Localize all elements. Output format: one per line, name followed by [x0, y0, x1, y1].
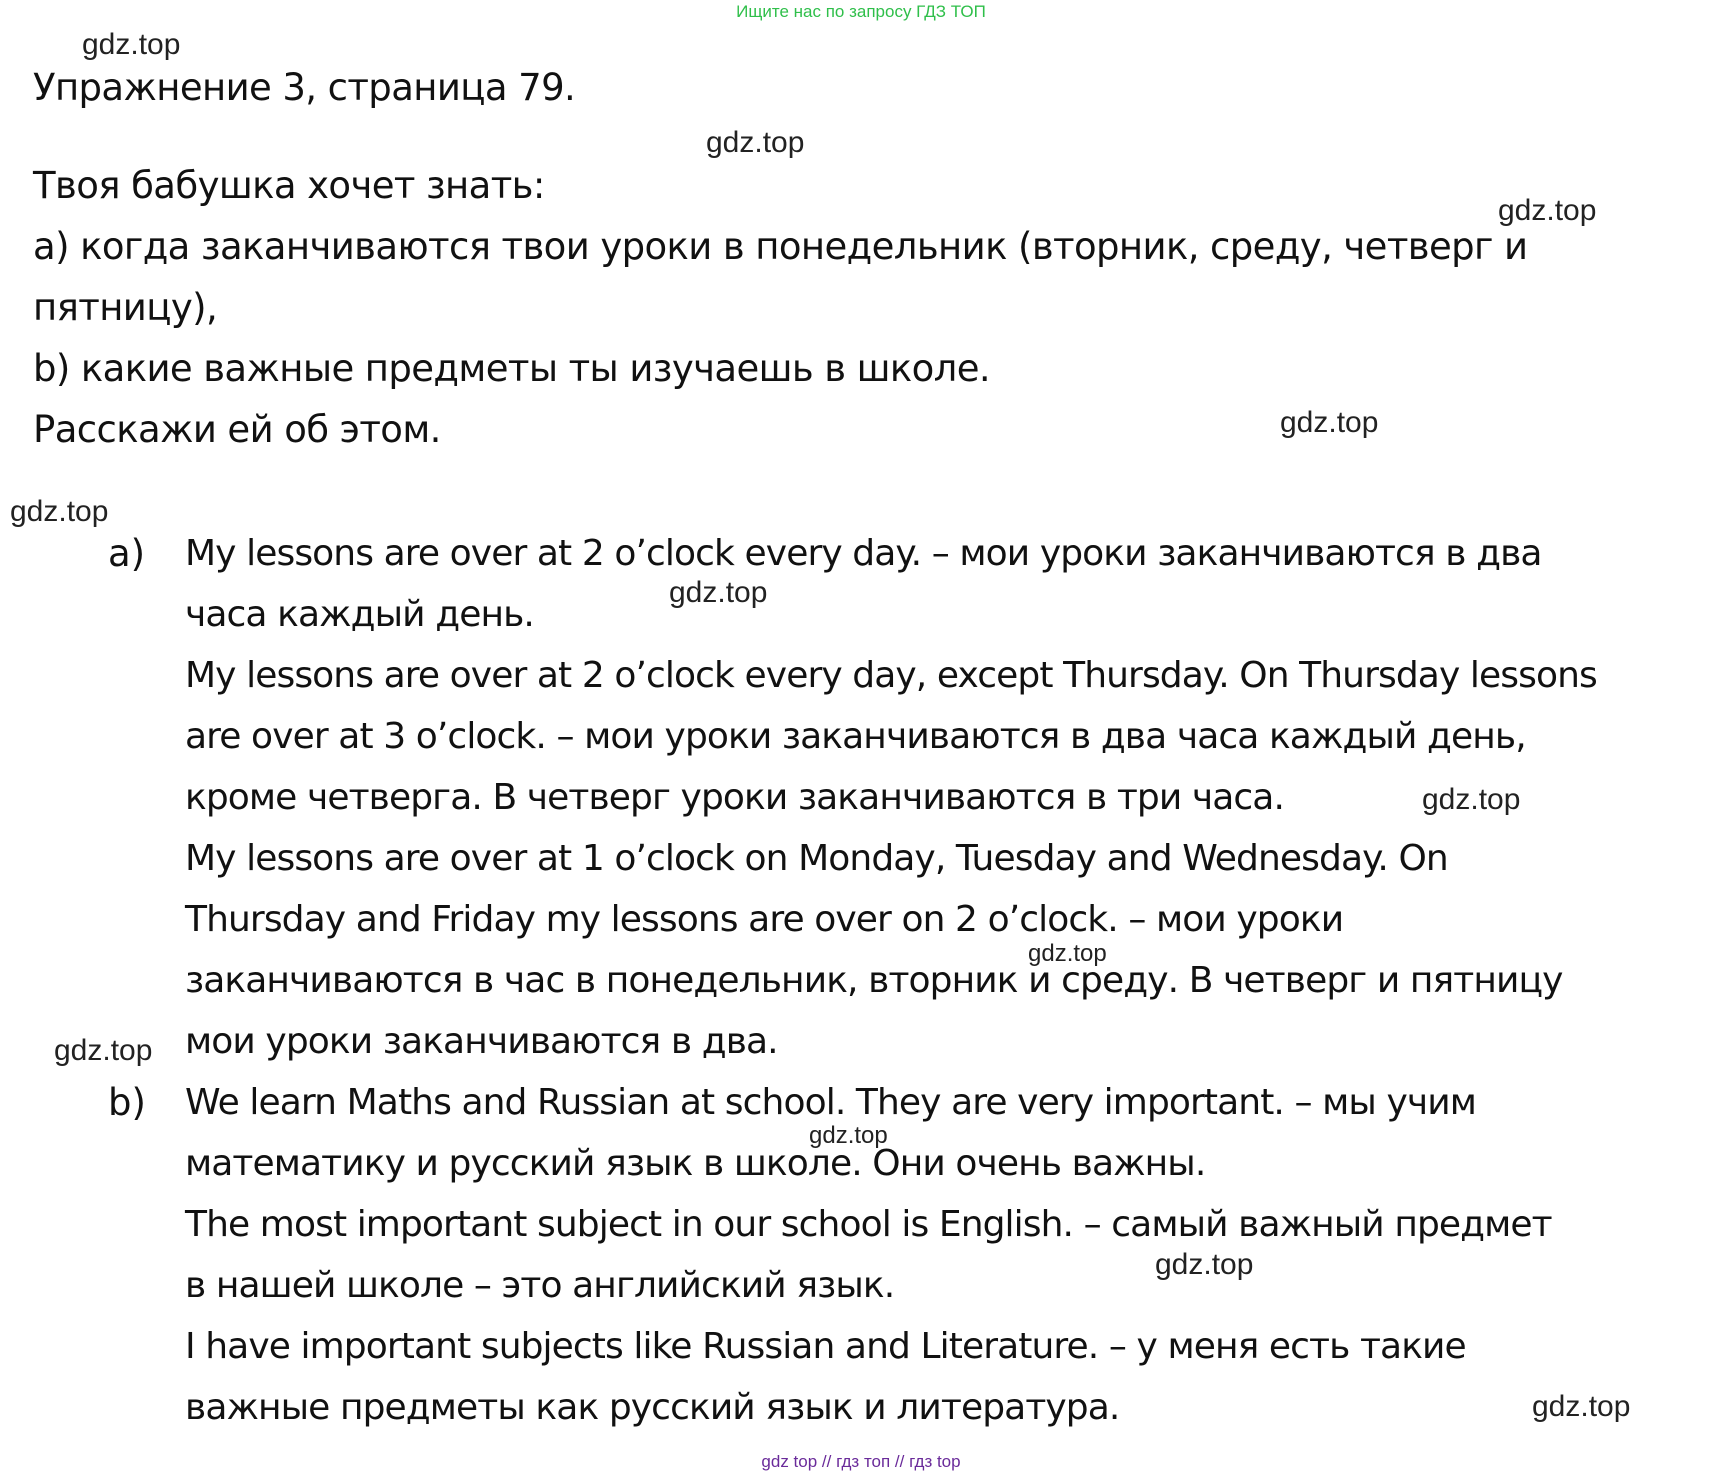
watermark: gdz.top [706, 126, 805, 159]
watermark: gdz.top [1280, 406, 1379, 439]
answer-a-line: Thursday and Friday my lessons are over on 2 o’clock. – мои уроки [185, 899, 1344, 940]
watermark: gdz.top [809, 1122, 888, 1149]
answer-b-line: We learn Maths and Russian at school. They are very important. – мы учим [185, 1082, 1477, 1123]
answer-a-line: are over at 3 o’clock. – мои уроки заканчиваются в два часа каждый день, [185, 716, 1526, 757]
answer-b-line: I have important subjects like Russian and Literature. – у меня есть такие [185, 1326, 1466, 1367]
answer-b-marker: b) [108, 1081, 146, 1124]
answer-a-line: My lessons are over at 2 o’clock every day. – мои уроки заканчиваются в два [185, 533, 1542, 574]
answer-a-line: мои уроки заканчиваются в два. [185, 1021, 778, 1062]
task-intro: Твоя бабушка хочет знать: [33, 164, 545, 207]
answer-b-line: The most important subject in our school is English. – самый важный предмет [185, 1204, 1552, 1245]
answer-a-line: часа каждый день. [185, 594, 534, 635]
answer-a-line: заканчиваются в час в понедельник, вторник и среду. В четверг и пятницу [185, 960, 1563, 1001]
footer-links: gdz top // гдз топ // гдз top [761, 1452, 961, 1471]
watermark: gdz.top [1498, 194, 1597, 227]
answer-b-line: важные предметы как русский язык и литература. [185, 1387, 1120, 1428]
answer-b-line: математику и русский язык в школе. Они очень важны. [185, 1143, 1206, 1184]
task-item-a-line1: а) когда заканчиваются твои уроки в понедельник (вторник, среду, четверг и [33, 225, 1528, 268]
watermark: gdz.top [1155, 1248, 1254, 1281]
answer-a-marker: a) [108, 532, 146, 575]
watermark: gdz.top [1532, 1390, 1631, 1423]
watermark: gdz.top [10, 495, 109, 528]
task-outro: Расскажи ей об этом. [33, 408, 441, 451]
watermark: gdz.top [82, 28, 181, 61]
watermark: gdz.top [1028, 940, 1107, 967]
answer-a-line: My lessons are over at 2 o’clock every day, except Thursday. On Thursday lessons [185, 655, 1597, 696]
page-title: Упражнение 3, страница 79. [33, 66, 576, 109]
top-banner: Ищите нас по запросу ГДЗ ТОП [736, 2, 986, 21]
answer-b-line: в нашей школе – это английский язык. [185, 1265, 895, 1306]
watermark: gdz.top [1422, 783, 1521, 816]
task-item-b: b) какие важные предметы ты изучаешь в школе. [33, 347, 991, 390]
watermark: gdz.top [54, 1034, 153, 1067]
watermark: gdz.top [669, 576, 768, 609]
answer-a-line: кроме четверга. В четверг уроки заканчиваются в три часа. [185, 777, 1285, 818]
task-item-a-line2: пятницу), [33, 286, 218, 329]
answer-a-line: My lessons are over at 1 o’clock on Monday, Tuesday and Wednesday. On [185, 838, 1448, 879]
